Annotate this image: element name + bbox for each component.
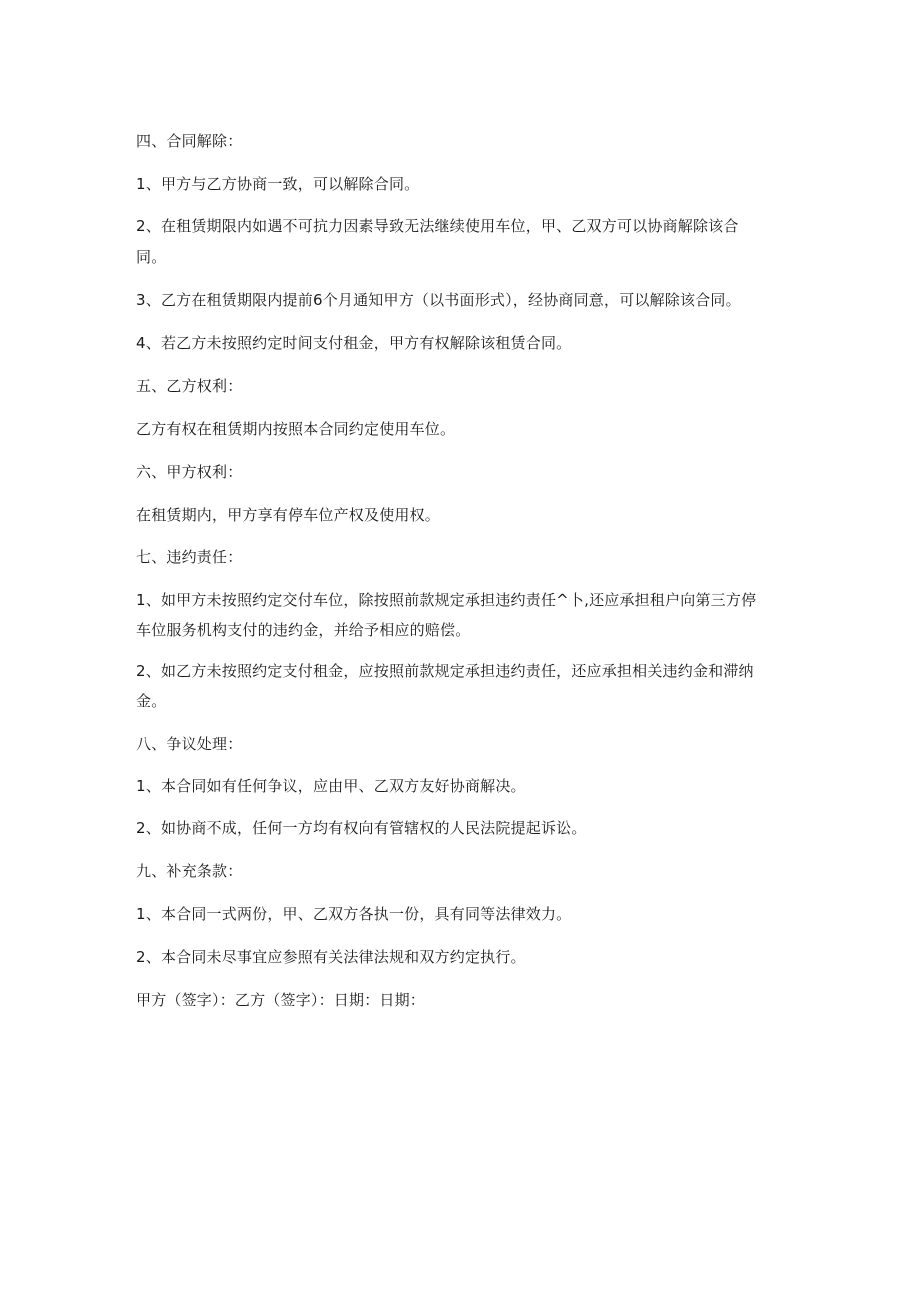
section4-heading: 四、合同解除： [136,132,243,150]
section4-item-2-line1: 2、在租赁期限内如遇不可抗力因素导致无法继续使用车位，甲、乙双方可以协商解除该合 [136,217,739,235]
section7-item-1-line2: 车位服务机构支付的违约金，并给予相应的赔偿。 [136,621,471,639]
section7-item-1-line1: 1、如甲方未按照约定交付车位，除按照前款规定承担违约责任^卜,还应承担租户向第三方停 [136,591,757,609]
section8-item-1: 1、本合同如有任何争议，应由甲、乙双方友好协商解决。 [136,777,526,795]
section4-item-4: 4、若乙方未按照约定时间支付租金，甲方有权解除该租赁合同。 [136,334,572,352]
section5-heading: 五、乙方权利： [136,377,243,395]
section9-heading: 九、补充条款： [136,862,243,880]
section7-item-2-line2: 金。 [136,692,167,710]
section4-item-2-line2: 同。 [136,248,167,266]
section4-item-3: 3、乙方在租赁期限内提前6个月通知甲方（以书面形式），经协商同意，可以解除该合同。 [136,291,741,309]
section6-text: 在租赁期内，甲方享有停车位产权及使用权。 [136,506,441,524]
section8-item-2: 2、如协商不成，任何一方均有权向有管辖权的人民法院提起诉讼。 [136,819,587,837]
section8-heading: 八、争议处理： [136,735,243,753]
section7-item-2-line1: 2、如乙方未按照约定支付租金，应按照前款规定承担违约责任，还应承担相关违约金和滞纳 [136,662,754,680]
section6-heading: 六、甲方权利： [136,463,243,481]
section5-text: 乙方有权在租赁期内按照本合同约定使用车位。 [136,420,456,438]
section9-item-2: 2、本合同未尽事宜应参照有关法律法规和双方约定执行。 [136,948,526,966]
section4-item-1: 1、甲方与乙方协商一致，可以解除合同。 [136,175,420,193]
section9-item-1: 1、本合同一式两份，甲、乙双方各执一份，具有同等法律效力。 [136,905,572,923]
signature-line: 甲方（签字）：乙方（签字）：日期：日期： [136,991,426,1009]
section7-heading: 七、违约责任： [136,548,243,566]
